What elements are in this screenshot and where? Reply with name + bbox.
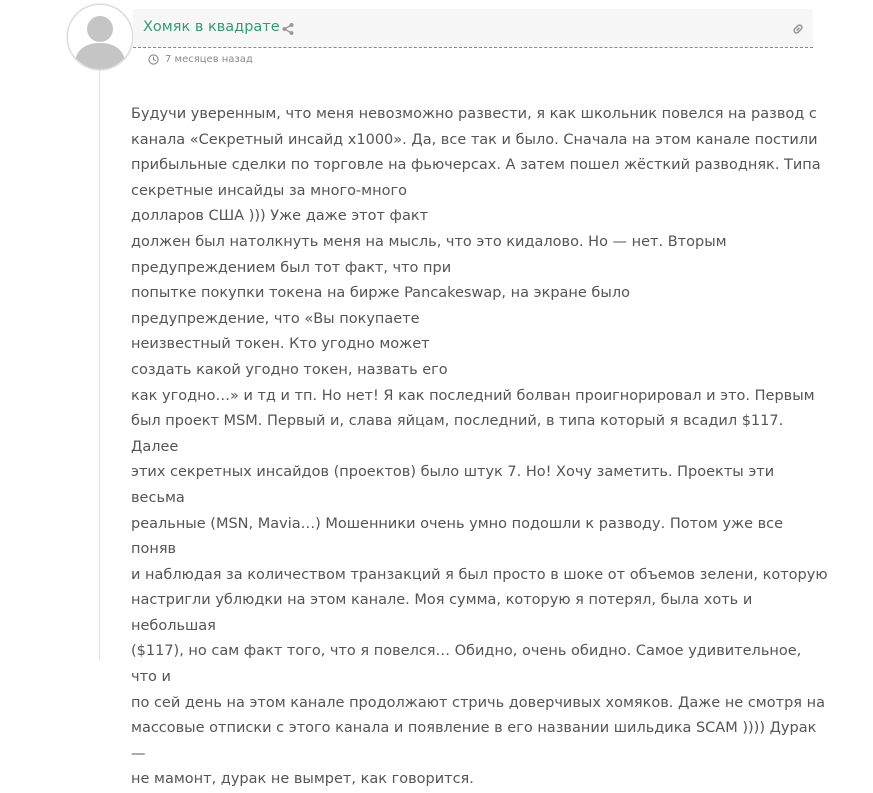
comment-text-line: попытке покупки токена на бирже Pancakeswap, на экране было (131, 285, 630, 302)
link-icon[interactable] (791, 21, 805, 35)
comment-text-line: не мамонт, дурак не вымрет, как говорится. (131, 771, 474, 788)
comment-timestamp[interactable]: 7 месяцев назад (165, 53, 253, 65)
comment-text-line: должен был натолкнуть меня на мысль, что это кидалово. Но — нет. Вторым (131, 233, 727, 250)
clock-icon (148, 54, 159, 65)
comment-text (131, 102, 831, 793)
comment-text-line: прибыльные сделки по торговле на фьючерсах. А затем пошел жёсткий разводняк. Типа (131, 157, 821, 174)
comment-text-line: реальные (MSN, Mavia…) Мошенники очень умно подошли к разводу. Потом уже все поняв (131, 515, 784, 558)
comment-meta (148, 52, 253, 66)
comment-text-line: этих секретных инсайдов (проектов) было штук 7. Но! Хочу заметить. Проекты эти весьма (131, 464, 775, 506)
comment-thread-line (99, 70, 100, 660)
comment-text-line: по сей день на этом канале продолжают стричь доверчивых хомяков. Даже не смотря на (131, 694, 825, 711)
comment-text-line: массовые отписки с этого канала и появление в его названии шильдика SCAM )))) Дурак — (131, 720, 817, 762)
comment-text-line: был проект MSM. Первый и, слава яйцам, последний, в типа который я всадил $117. Далее (131, 413, 784, 455)
comment-text-line: Будучи уверенным, что меня невозможно развести, я как школьник повелся на развод с (131, 106, 817, 122)
comment-text-line: канала «Секретный инсайд х1000». Да, все так и было. Сначала на этом канале постили (131, 131, 818, 148)
comment-text-line: неизвестный токен. Кто угодно может (131, 336, 430, 353)
comment-text-line: как угодно…» и тд и тп. Но нет! Я как последний болван проигнорировал и это. Первым (131, 387, 815, 404)
comment-text-line: предупреждением был тот факт, что при (131, 259, 452, 276)
comment-text-line: долларов США ))) Уже даже этот факт (131, 208, 429, 225)
comment-text-line: создать какой угодно токен, назвать его (131, 361, 448, 378)
comment-text-line: ($117), но сам факт того, что я повелся… Обидно, очень обидно. Самое удивительное, что и (131, 643, 802, 686)
default-user-avatar-icon (68, 5, 132, 69)
comment-header (133, 9, 813, 48)
comment-author-link[interactable]: Хомяк в квадрате (143, 19, 280, 35)
share-icon[interactable] (281, 21, 295, 35)
comment-text-line: и наблюдая за количеством транзакций я был просто в шоке от объемов зелени, которую (131, 566, 828, 583)
comment-text-line: настригли ублюдки на этом канале. Моя сумма, которую я потерял, была хоть и небольшая (131, 592, 753, 634)
avatar[interactable] (67, 4, 133, 70)
comment-text-line: предупреждение, что «Вы покупаете (131, 310, 420, 327)
comment-text-line: секретные инсайды за много-много (131, 182, 407, 199)
